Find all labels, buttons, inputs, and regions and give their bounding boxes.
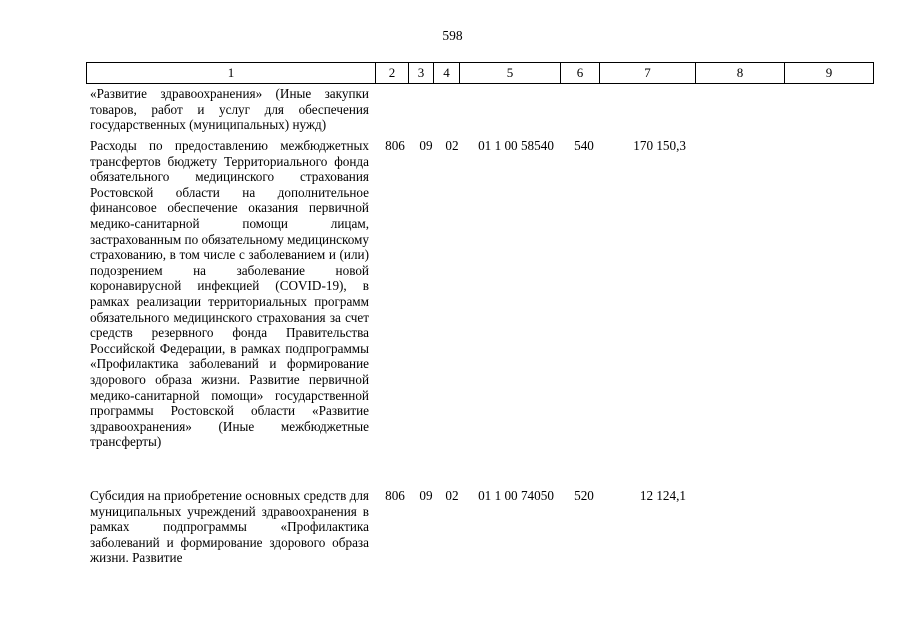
header-col-4: 4 (434, 63, 460, 84)
header-col-1: 1 (87, 63, 376, 84)
header-col-2: 2 (376, 63, 409, 84)
header-row (87, 63, 874, 84)
header-col-9: 9 (785, 63, 874, 84)
header-col-8: 8 (696, 63, 785, 84)
row-col-6: 540 (574, 138, 594, 153)
row-col-4: 02 (445, 488, 459, 503)
header-col-3: 3 (409, 63, 434, 84)
row-col-5: 01 1 00 58540 (478, 138, 554, 153)
row-col-3: 09 (419, 138, 433, 153)
row-col-5: 01 1 00 74050 (478, 488, 554, 503)
row-col-7: 170 150,3 (633, 138, 686, 153)
row-col-2: 806 (385, 488, 405, 503)
row-col-6: 520 (574, 488, 594, 503)
header-col-7: 7 (600, 63, 696, 84)
row-col-3: 09 (419, 488, 433, 503)
column-number-header (86, 62, 874, 84)
row-col-2: 806 (385, 138, 405, 153)
header-col-5: 5 (460, 63, 561, 84)
page-number: 598 (442, 28, 463, 43)
row-description: Субсидия на приобретение основных средств для муниципальных учреждений здравоохранения в рамках подпрограммы «Профилактика заболеваний и формирование здорового образа жизни. Развитие (90, 488, 369, 566)
row-description: Расходы по предоставлению межбюджетных трансфертов бюджету Территориального фонда обязательного медицинского страхования Ростовской области на дополнительное финансовое обеспечение оказания первичной медико-санитарной помощи лицам, застрахованным по обязательному медицинскому страхованию, в том числе с заболеванием и (или) подозрением на заболевание новой коронавирусной инфекцией (COVID-19), в рамках реализации территориальных программ обязательного медицинского страхования за счет средств резервного фонда Правительства Российской Федерации, в рамках подпрограммы «Профилактика заболеваний и формирование здорового образа жизни. Развитие первичной медико-санитарной помощи» государственной программы Ростовской области «Развитие здравоохранения» (Иные межбюджетные трансферты) (90, 138, 369, 450)
row-description: «Развитие здравоохранения» (Иные закупки товаров, работ и услуг для обеспечения государственных (муниципальных) нужд) (90, 86, 369, 133)
row-col-7: 12 124,1 (639, 488, 686, 503)
header-col-6: 6 (561, 63, 600, 84)
row-col-4: 02 (445, 138, 459, 153)
